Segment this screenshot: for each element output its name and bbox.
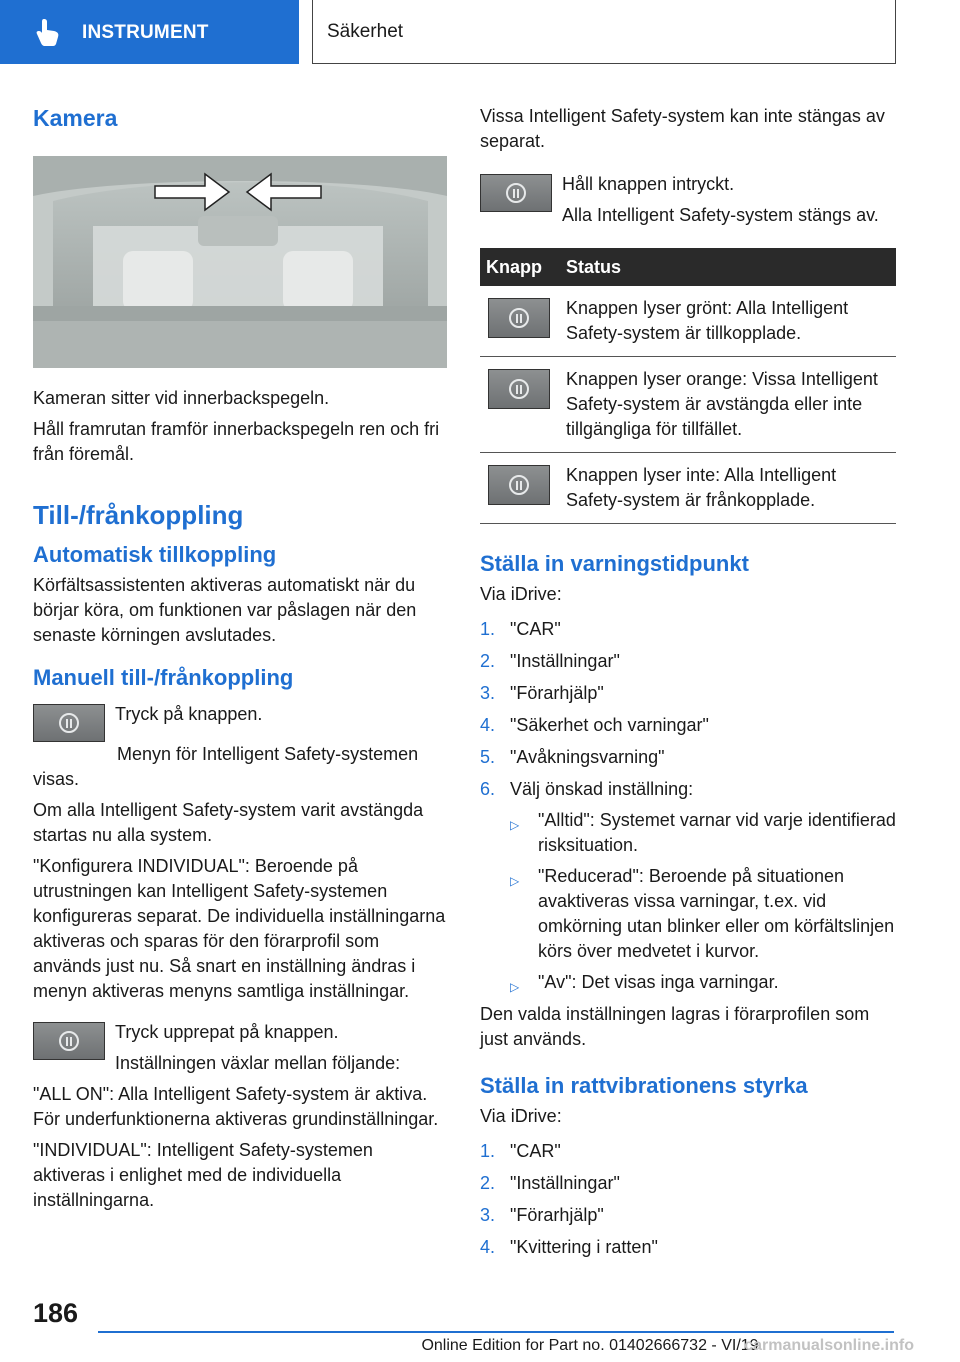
chapter-heading: Till-/frånkoppling — [33, 500, 244, 530]
hold-line2: Alla Intelligent Safety-system stängs av. — [562, 205, 879, 225]
list-item — [480, 1139, 896, 1164]
safety-system-icon — [509, 475, 529, 495]
kamera-text-2: Håll framrutan framför innerbackspegeln ren och fri från föremål. — [33, 419, 440, 464]
manual-text-1: Om alla Intelligent Safety-system varit avstängda startas nu alla system. — [33, 800, 424, 845]
footer-edition: Online Edition for Part no. 01402666732 - VI/19 — [421, 1337, 759, 1354]
watermark: carmanualsonline.info — [744, 1337, 914, 1354]
triangle-bullet-icon: ▷ — [510, 818, 520, 832]
safety-button-off — [488, 465, 550, 505]
vib-via: Via iDrive: — [480, 1106, 562, 1126]
table-header-row — [480, 248, 896, 286]
warn-options — [510, 808, 896, 995]
page-number: 186 — [33, 1298, 79, 1328]
manual-btn1-line1: Tryck på knappen. — [115, 704, 263, 724]
list-item — [510, 864, 896, 964]
status-cell: Knappen lyser orange: Vissa Intelligent Safety-system är avstängda eller inte tillgängliga för tillfället. — [560, 357, 896, 453]
status-cell: Knappen lyser inte: Alla Intelligent Safety-system är frånkopplade. — [560, 453, 896, 524]
hold-button-row — [480, 172, 896, 234]
safety-button-image — [33, 704, 105, 742]
header-tab[interactable] — [0, 0, 299, 64]
safety-system-icon — [59, 1031, 79, 1051]
step-text: "CAR" — [510, 619, 561, 639]
manual-heading: Manuell till-/frånkoppling — [33, 665, 294, 690]
manual-text-3: "ALL ON": Alla Intelligent Safety-system är aktiva. För underfunktionerna aktiveras grundinställningar. — [33, 1084, 439, 1129]
camera-photo — [33, 156, 447, 368]
step-number: 5. — [480, 747, 496, 767]
list-item — [510, 970, 896, 995]
list-item — [480, 649, 896, 674]
step-number: 3. — [480, 1205, 496, 1225]
section-title-text: Säkerhet — [327, 21, 404, 42]
step-text: "Förarhjälp" — [510, 683, 604, 703]
step-number: 2. — [480, 1173, 496, 1193]
hand-pointer-icon — [36, 17, 62, 47]
step-text: "Inställningar" — [510, 651, 620, 671]
section-title — [312, 0, 896, 64]
manual-button-row-2 — [33, 1020, 447, 1082]
auto-text: Körfältsassistenten aktiveras automatiskt när du börjar köra, om funktionen var påslagen när den senaste körningen avslutades. — [33, 575, 417, 645]
vib-steps — [480, 1139, 896, 1260]
table-row — [480, 357, 896, 453]
step-text: "Inställningar" — [510, 1173, 620, 1193]
list-item — [480, 1235, 896, 1260]
col-button-header: Knapp — [480, 248, 560, 286]
manual-btn1-line2: Menyn för Intelligent Safety-systemen visas. — [33, 744, 419, 789]
list-item — [480, 745, 896, 770]
safety-system-icon — [509, 379, 529, 399]
step-number: 3. — [480, 683, 496, 703]
header-tab-label: INSTRUMENT — [82, 21, 209, 43]
manual-btn2-line1: Tryck upprepat på knappen. — [115, 1022, 339, 1042]
option-text: "Reducerad": Beroende på situationen avaktiveras vissa varningar, t.ex. vid omkörning utan blinker eller om körfältslinjen körs över medvetet i kurvor. — [538, 866, 895, 961]
list-item — [480, 617, 896, 642]
safety-system-icon — [509, 308, 529, 328]
manual-text-2: "Konfigurera INDIVIDUAL": Beroende på utrustningen kan Intelligent Safety-systemen konfigureras separat. De individuella inställningarna aktiveras och sparas för den förarprofil som används just nu. Så snart en inställning ändras i menyn aktiveras menyns samtliga inställningar. — [33, 856, 446, 1001]
left-column — [33, 96, 447, 1219]
status-cell: Knappen lyser grönt: Alla Intelligent Safety-system är tillkopplade. — [560, 286, 896, 357]
warn-after: Den valda inställningen lagras i förarprofilen som just används. — [480, 1004, 870, 1049]
status-table — [480, 248, 896, 524]
manual-text-4: "INDIVIDUAL": Intelligent Safety-systemen aktiveras i enlighet med de individuella inställningarna. — [33, 1140, 373, 1210]
kamera-heading: Kamera — [33, 105, 118, 131]
safety-system-icon — [506, 183, 526, 203]
step-number: 4. — [480, 715, 496, 735]
right-column — [480, 104, 896, 1267]
step-number: 1. — [480, 1141, 496, 1161]
list-item — [480, 1171, 896, 1196]
step-text: "Förarhjälp" — [510, 1205, 604, 1225]
triangle-bullet-icon: ▷ — [510, 874, 520, 888]
list-item — [480, 1203, 896, 1228]
step-text: "Kvittering i ratten" — [510, 1237, 658, 1257]
safety-system-icon — [59, 713, 79, 733]
step-number: 1. — [480, 619, 496, 639]
safety-button-green — [488, 298, 550, 338]
step-number: 2. — [480, 651, 496, 671]
step-text: "CAR" — [510, 1141, 561, 1161]
col-status-header: Status — [560, 248, 896, 286]
list-item — [480, 713, 896, 738]
kamera-text-1: Kameran sitter vid innerbackspegeln. — [33, 388, 330, 408]
list-item — [480, 681, 896, 706]
warn-steps — [480, 617, 896, 995]
intro-text: Vissa Intelligent Safety-system kan inte stängas av separat. — [480, 106, 885, 151]
manual-btn2-line2: Inställningen växlar mellan följande: — [115, 1053, 401, 1073]
safety-button-image — [33, 1022, 105, 1060]
warn-via: Via iDrive: — [480, 584, 562, 604]
option-text: "Av": Det visas inga varningar. — [538, 972, 779, 992]
step-text: "Avåkningsvarning" — [510, 747, 665, 767]
list-item — [510, 808, 896, 858]
safety-button-orange — [488, 369, 550, 409]
step-text: Välj önskad inställning: — [510, 779, 694, 799]
table-row — [480, 453, 896, 524]
step-number: 6. — [480, 779, 496, 799]
vib-heading: Ställa in rattvibrationens styrka — [480, 1073, 808, 1098]
warn-heading: Ställa in varningstidpunkt — [480, 551, 749, 576]
auto-heading: Automatisk tillkoppling — [33, 542, 277, 567]
manual-button-row-1 — [33, 702, 447, 742]
step-number: 4. — [480, 1237, 496, 1257]
list-item — [480, 777, 896, 995]
hold-line1: Håll knappen intryckt. — [562, 174, 735, 194]
table-row — [480, 286, 896, 357]
safety-button-image — [480, 174, 552, 212]
option-text: "Alltid": Systemet varnar vid varje identifierad risksituation. — [538, 810, 896, 855]
step-text: "Säkerhet och varningar" — [510, 715, 709, 735]
triangle-bullet-icon: ▷ — [510, 980, 520, 994]
